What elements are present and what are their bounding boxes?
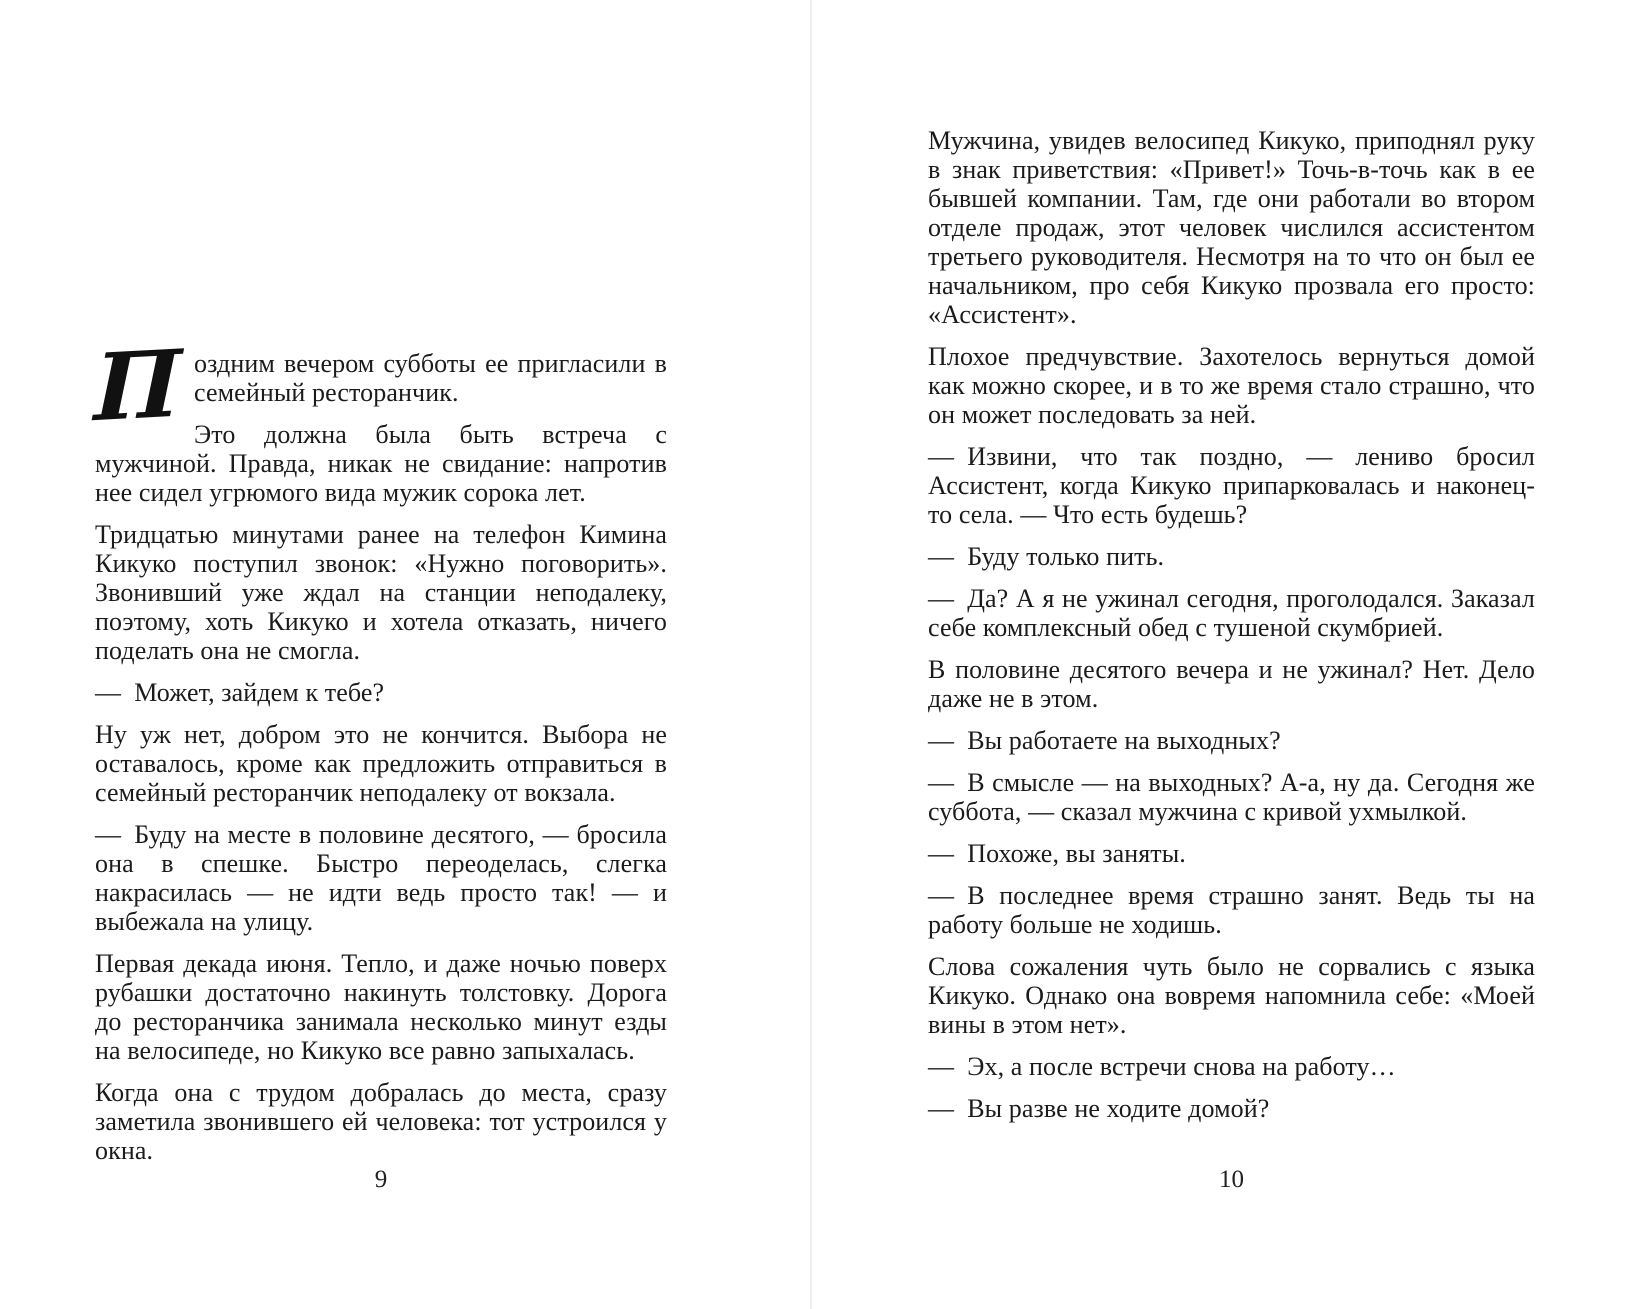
paragraph-text: Слова сожаления чуть было не сорвались с языка Кикуко. Однако она вовремя напомнила себе: «Моей вины в этом нет». <box>928 952 1535 1039</box>
paragraph-text: — В последнее время страшно занят. Ведь ты на работу больше не ходишь. <box>928 881 1535 939</box>
left-page-text-column <box>93 329 667 1178</box>
page-gutter-divider <box>810 0 812 1309</box>
paragraph <box>928 442 1535 529</box>
paragraph-text: оздним вечером субботы ее пригласили в семейный ресторанчик. <box>194 349 667 407</box>
paragraph-text: Это должна была быть встреча с мужчиной. Правда, никак не свидание: напротив нее сидел угрюмого вида мужик сорока лет. <box>95 420 667 507</box>
paragraph <box>95 520 667 665</box>
right-page-text-column <box>928 126 1535 1136</box>
paragraph <box>95 949 667 1065</box>
paragraph-text: Плохое предчувствие. Захотелось вернуться домой как можно скорее, и в то же время стало страшно, что он может последовать за ней. <box>928 342 1535 429</box>
paragraph <box>928 881 1535 939</box>
paragraph-text: — Вы разве не ходите домой? <box>928 1094 1270 1123</box>
paragraph-text: В половине десятого вечера и не ужинал? Нет. Дело даже не в этом. <box>928 655 1535 713</box>
paragraph-text: Мужчина, увидев велосипед Кикуко, приподнял руку в знак приветствия: «Привет!» Точь-в-точь как в ее бывшей компании. Там, где они работали во втором отделе продаж, этот человек числился ассистентом третьего руководителя. Несмотря на то что он был ее начальником, про себя Кикуко прозвала его просто: «Ассистент». <box>928 126 1535 329</box>
paragraph-text: — Эх, а после встречи снова на работу… <box>928 1052 1396 1081</box>
paragraph-text: — Буду на месте в половине десятого, — бросила она в спешке. Быстро переоделась, слегка накрасилась — не идти ведь просто так! — и выбежала на улицу. <box>95 820 667 936</box>
paragraph-text: — Буду только пить. <box>928 542 1165 571</box>
paragraph <box>95 720 667 807</box>
paragraph <box>928 542 1535 571</box>
paragraph-text: Ну уж нет, добром это не кончится. Выбора не оставалось, кроме как предложить отправиться в семейный ресторанчик неподалеку от вокзала. <box>95 720 667 807</box>
paragraph <box>93 329 667 443</box>
paragraph-text: — Да? А я не ужинал сегодня, проголодался. Заказал себе комплексный обед с тушеной скумбрией. <box>928 584 1535 642</box>
paragraph <box>928 768 1535 826</box>
left-page-number: 9 <box>374 1166 388 1193</box>
paragraph <box>95 1078 667 1165</box>
paragraph <box>928 839 1535 868</box>
paragraph-text: — Похоже, вы заняты. <box>928 839 1186 868</box>
drop-cap-letter: П <box>93 329 183 443</box>
paragraph <box>928 342 1535 429</box>
paragraph <box>928 952 1535 1039</box>
paragraph-text: Тридцатью минутами ранее на телефон Кимина Кикуко поступил звонок: «Нужно поговорить». Звонивший уже ждал на станции неподалеку, поэтому, хоть Кикуко и хотела отказать, ничего поделать она не смогла. <box>95 520 667 665</box>
paragraph <box>928 726 1535 755</box>
paragraph <box>95 420 667 507</box>
paragraph <box>928 126 1535 329</box>
paragraph-text: Первая декада июня. Тепло, и даже ночью поверх рубашки достаточно накинуть толстовку. Дорога до ресторанчика занимала несколько минут езды на велосипеде, но Кикуко все равно запыхалась. <box>95 949 667 1065</box>
paragraph-text: — Извини, что так поздно, — лениво бросил Ассистент, когда Кикуко припарковалась и наконец-то села. — Что есть будешь? <box>928 442 1535 529</box>
right-page-number: 10 <box>1219 1166 1244 1193</box>
paragraph <box>928 1094 1535 1123</box>
paragraph <box>95 820 667 936</box>
paragraph <box>95 678 667 707</box>
paragraph-text: Когда она с трудом добралась до места, сразу заметила звонившего ей человека: тот устроился у окна. <box>95 1078 667 1165</box>
paragraph-text: — В смысле — на выходных? А-а, ну да. Сегодня же суббота, — сказал мужчина с кривой ухмылкой. <box>928 768 1535 826</box>
paragraph <box>928 1052 1535 1081</box>
paragraph <box>928 655 1535 713</box>
paragraph-text: — Вы работаете на выходных? <box>928 726 1281 755</box>
paragraph-text: — Может, зайдем к тебе? <box>95 678 385 707</box>
paragraph <box>928 584 1535 642</box>
